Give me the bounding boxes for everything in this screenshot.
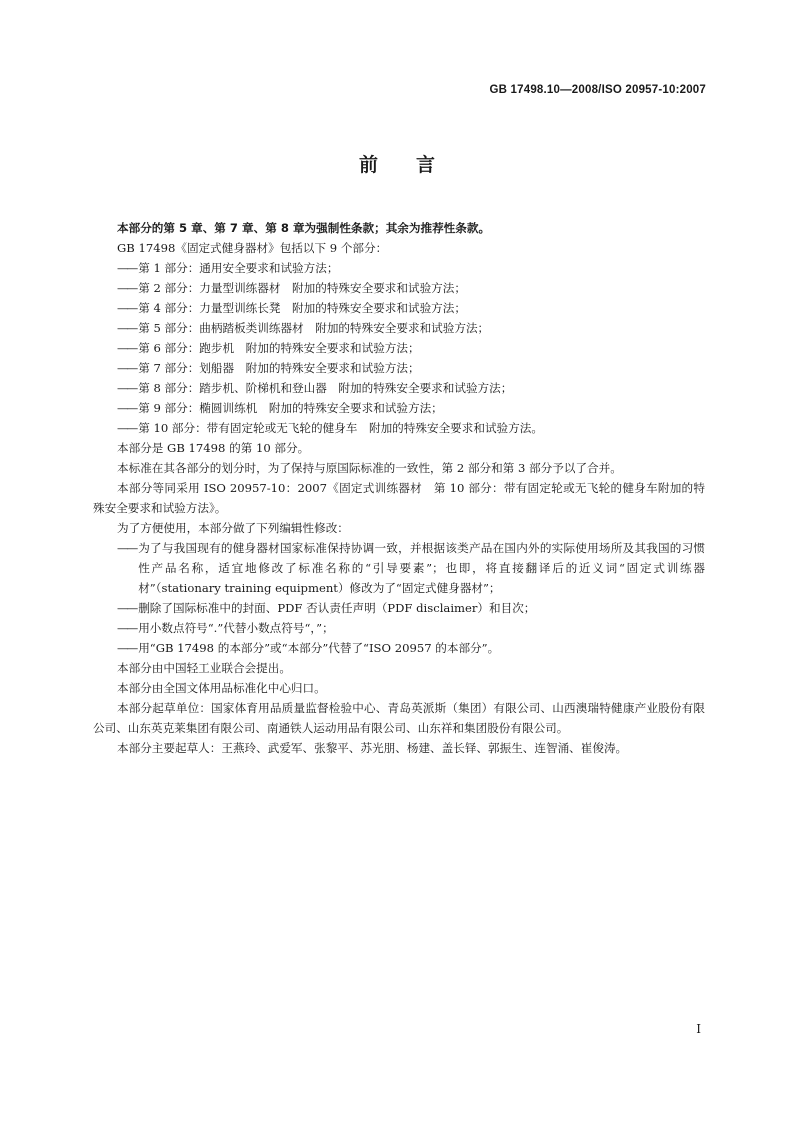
list-item (93, 298, 705, 318)
parts-list (93, 258, 705, 438)
list-item-text: 第 9 部分：椭圆训练机 附加的特殊安全要求和试验方法； (138, 401, 443, 415)
proposer-statement: 本部分由中国轻工业联合会提出。 (117, 661, 291, 675)
list-item (93, 398, 705, 418)
list-item (93, 598, 705, 618)
page-number: I (696, 1022, 701, 1036)
list-item-text: 第 10 部分：带有固定轮或无飞轮的健身车 附加的特殊安全要求和试验方法。 (138, 421, 543, 435)
list-item-text: 为了与我国现有的健身器材国家标准保持协调一致，并根据该类产品在国内外的实际使用场所及其我国的习惯性产品名称，适宜地修改了标准名称的“引导要素”；也即，将直接翻译后的近义词“固定式训练器材”（stationary training equipment）修改为了“固定式健身器材”； (138, 541, 705, 595)
dash-marker: —— (117, 301, 137, 315)
adoption-statement: 本部分等同采用 ISO 20957-10：2007《固定式训练器材 第 10 部分：带有固定轮或无飞轮的健身车附加的特殊安全要求和试验方法》。 (93, 481, 705, 515)
dash-marker: —— (117, 381, 137, 395)
list-item-text: 第 1 部分：通用安全要求和试验方法； (138, 261, 339, 275)
part-number-statement: 本部分是 GB 17498 的第 10 部分。 (117, 441, 310, 455)
list-item-text: 第 2 部分：力量型训练器材 附加的特殊安全要求和试验方法； (138, 281, 466, 295)
dash-marker: —— (117, 401, 137, 415)
list-item (93, 338, 705, 358)
mandatory-clause-note: 本部分的第 5 章、第 7 章、第 8 章为强制性条款；其余为推荐性条款。 (117, 221, 491, 235)
dash-marker: —— (117, 601, 137, 615)
parts-intro: GB 17498《固定式健身器材》包括以下 9 个部分： (117, 241, 388, 255)
list-item (93, 358, 705, 378)
list-item (93, 258, 705, 278)
dash-marker: —— (117, 281, 137, 295)
dash-marker: —— (117, 321, 137, 335)
dash-marker: —— (117, 621, 137, 635)
dash-marker: —— (117, 341, 137, 355)
drafters: 本部分主要起草人：王燕玲、武爱军、张黎平、苏光朋、杨建、盖长铎、郭振生、连智涌、崔俊涛。 (117, 741, 628, 755)
preface-body (93, 218, 705, 758)
list-item-text: 第 4 部分：力量型训练长凳 附加的特殊安全要求和试验方法； (138, 301, 466, 315)
page-title: 前言 (358, 154, 473, 176)
list-item-text: 删除了国际标准中的封面、PDF 否认责任声明（PDF disclaimer）和目次； (138, 601, 536, 615)
list-item (93, 278, 705, 298)
dash-marker: —— (117, 541, 137, 555)
list-item (93, 638, 705, 658)
list-item (93, 538, 705, 598)
list-item (93, 318, 705, 338)
list-item-text: 用“GB 17498 的本部分”或“本部分”代替了“ISO 20957 的本部分”。 (138, 641, 500, 655)
dash-marker: —— (117, 361, 137, 375)
division-statement: 本标准在其各部分的划分时，为了保持与原国际标准的一致性，第 2 部分和第 3 部分予以了合并。 (117, 461, 622, 475)
administrator-statement: 本部分由全国文体用品标准化中心归口。 (117, 681, 326, 695)
list-item-text: 用小数点符号“.”代替小数点符号“，”； (138, 621, 334, 635)
drafting-units: 本部分起草单位：国家体育用品质量监督检验中心、青岛英派斯（集团）有限公司、山西澳瑞特健康产业股份有限公司、山东英克莱集团有限公司、南通铁人运动用品有限公司、山东祥和集团股份有限公司。 (93, 701, 705, 735)
dash-marker: —— (117, 641, 137, 655)
list-item (93, 418, 705, 438)
edits-intro: 为了方便使用，本部分做了下列编辑性修改： (117, 521, 349, 535)
list-item-text: 第 8 部分：踏步机、阶梯机和登山器 附加的特殊安全要求和试验方法； (138, 381, 513, 395)
edits-list (93, 538, 705, 658)
dash-marker: —— (117, 261, 137, 275)
list-item-text: 第 5 部分：曲柄踏板类训练器材 附加的特殊安全要求和试验方法； (138, 321, 490, 335)
dash-marker: —— (117, 421, 137, 435)
standard-code-header: GB 17498.10—2008/ISO 20957-10:2007 (489, 84, 706, 96)
list-item-text: 第 7 部分：划船器 附加的特殊安全要求和试验方法； (138, 361, 420, 375)
list-item-text: 第 6 部分：跑步机 附加的特殊安全要求和试验方法； (138, 341, 420, 355)
list-item (93, 618, 705, 638)
list-item (93, 378, 705, 398)
